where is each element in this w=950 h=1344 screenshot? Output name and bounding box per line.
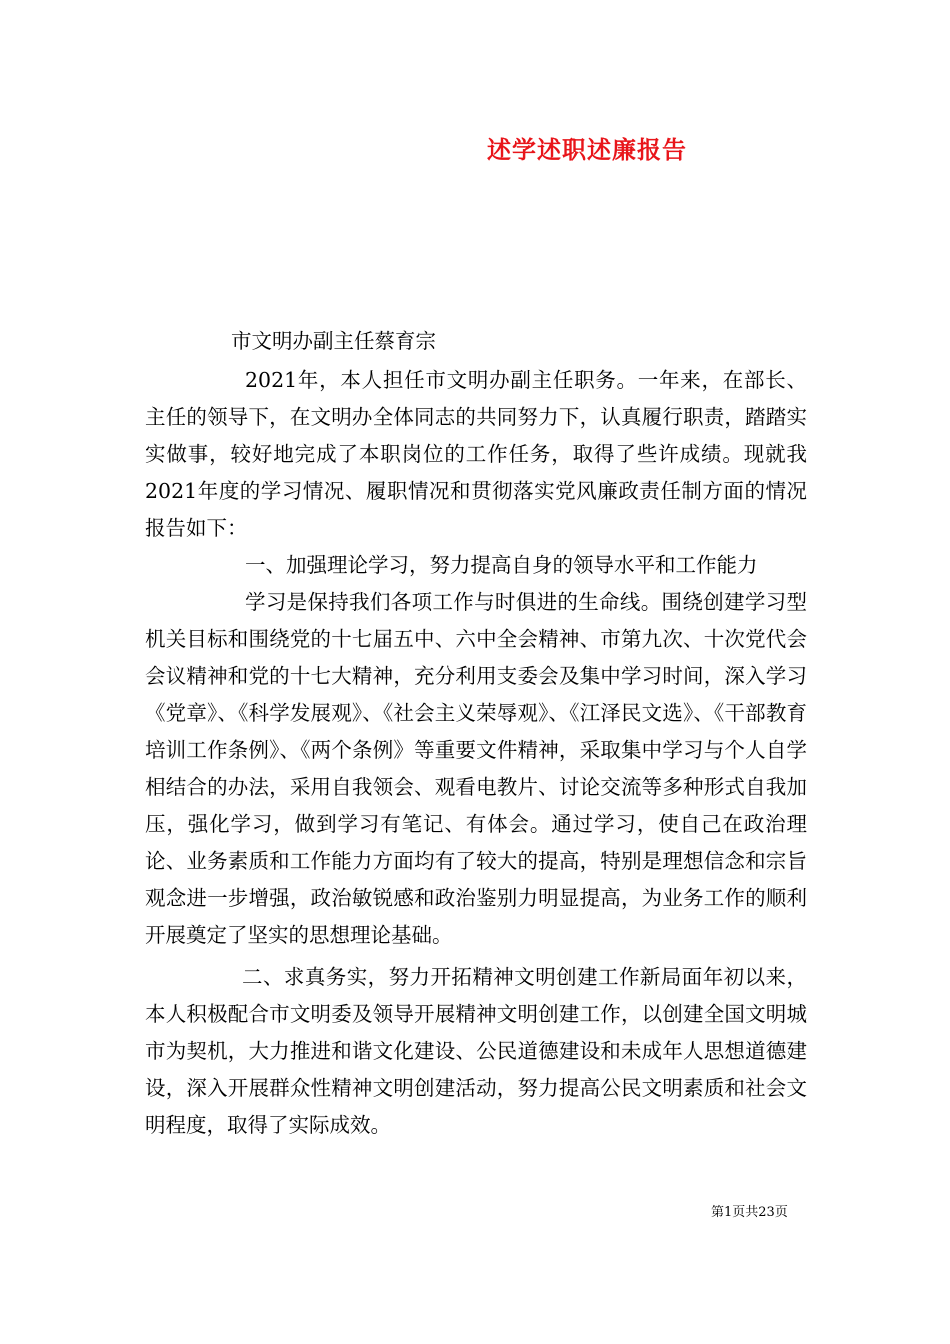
page-number: 第1页共23页 — [711, 1205, 788, 1220]
document-body — [145, 362, 807, 1144]
paragraph-intro: 2021年，本人担任市文明办副主任职务。一年来，在部长、主任的领导下，在文明办全体同志的共同努力下，认真履行职责，踏踏实实做事，较好地完成了本职岗位的工作任务，取得了些许成绩。现就我2021年度的学习情况、履职情况和贯彻落实党风廉政责任制方面的情况报告如下： — [145, 368, 807, 540]
author-line: 市文明办副主任蔡育宗 — [231, 329, 436, 353]
section-heading-1: 一、加强理论学习，努力提高自身的领导水平和工作能力 — [245, 553, 758, 577]
document-title: 述学述职述廉报告 — [487, 135, 687, 164]
paragraph-study: 学习是保持我们各项工作与时俱进的生命线。围绕创建学习型机关目标和围绕党的十七届五中、六中全会精神、市第九次、十次党代会会议精神和党的十七大精神，充分利用支委会及集中学习时间，深入学习《党章》、《科学发展观》、《社会主义荣辱观》、《江泽民文选》、《干部教育培训工作条例》、《两个条例》等重要文件精神，采取集中学习与个人自学相结合的办法，采用自我领会、观看电教片、讨论交流等多种形式自我加压，强化学习，做到学习有笔记、有体会。通过学习，使自己在政治理论、业务素质和工作能力方面均有了较大的提高，特别是理想信念和宗旨观念进一步增强，政治敏锐感和政治鉴别力明显提高，为业务工作的顺利开展奠定了坚实的思想理论基础。 — [145, 590, 807, 947]
paragraph-section-2: 二、求真务实，努力开拓精神文明创建工作新局面年初以来，本人积极配合市文明委及领导开展精神文明创建工作，以创建全国文明城市为契机，大力推进和谐文化建设、公民道德建设和未成年人思想道德建设，深入开展群众性精神文明创建活动，努力提高公民文明素质和社会文明程度，取得了实际成效。 — [145, 965, 807, 1137]
